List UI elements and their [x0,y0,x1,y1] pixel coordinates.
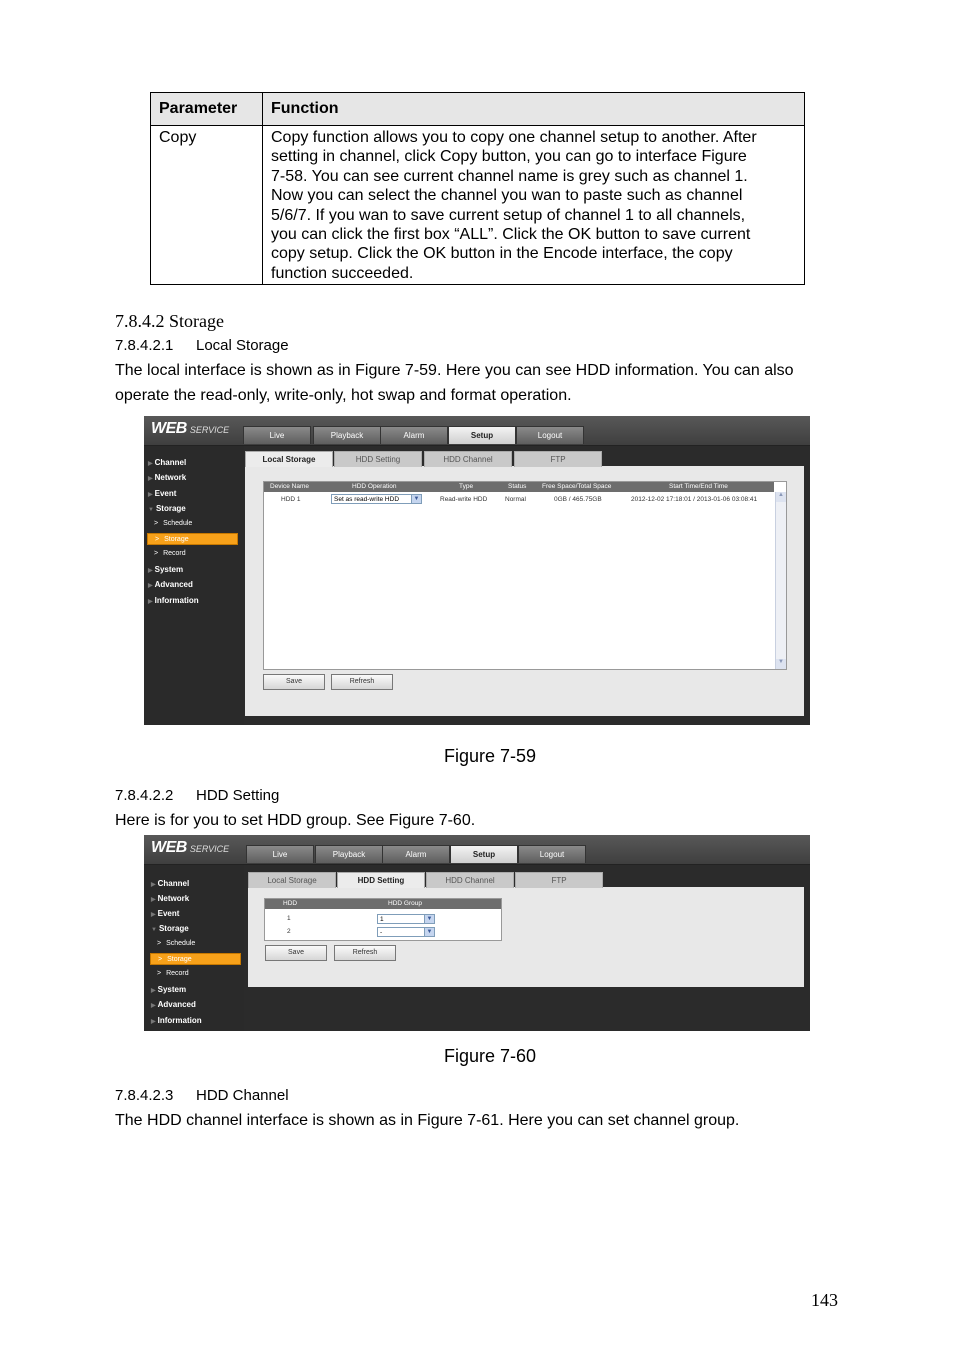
select-value: - [380,929,383,936]
sidebar-item-storage[interactable] [151,924,189,933]
triangle-icon: ▶ [148,568,153,574]
tab-setup[interactable]: Setup [448,426,516,444]
figure-caption-7-60: Figure 7-60 [444,1046,537,1066]
select-value: 1 [380,916,384,923]
sidebar-label: Network [154,473,187,482]
col-device-name: Device Name [270,483,310,490]
sidebar-label: Advanced [154,580,193,589]
top-bar [144,416,810,446]
col-hdd: HDD [283,900,298,907]
tab-logout[interactable]: Logout [516,426,584,444]
col-time: Start Time/End Time [669,483,728,490]
tab-live[interactable]: Live [246,845,314,863]
cell-time: 2012-12-02 17:18:01 / 2013-01-06 03:08:41 [631,496,758,503]
chevron-down-icon: ▼ [411,495,421,503]
sidebar [144,865,244,1031]
triangle-icon: ▶ [148,599,153,605]
figure-hdd-setting-screenshot [144,835,810,1031]
tab-hdd-channel[interactable]: HDD Channel [426,872,514,888]
triangle-icon: ▶ [148,476,153,482]
sidebar-item-system[interactable] [148,565,183,574]
chevron-down-icon: ▼ [424,928,434,936]
sidebar-label: Information [157,1016,202,1025]
chevron-right-icon: > [155,536,160,543]
hdd-channel-paragraph: The HDD channel interface is shown as in Figure 7-61. Here you can set channel group. [115,1112,740,1129]
triangle-icon: ▶ [151,1003,156,1009]
figure-local-storage-screenshot [144,416,810,725]
hdd-group-select[interactable] [377,927,435,937]
tab-alarm[interactable]: Alarm [382,845,450,863]
triangle-icon: ▶ [151,882,156,888]
desc-line: setting in channel, click Copy button, you can go to interface Figure [271,148,747,166]
content-panel [248,887,804,987]
chevron-right-icon: > [157,970,162,977]
sidebar-item-information[interactable] [148,596,199,605]
header-function: Function [263,93,805,126]
tab-playback[interactable]: Playback [315,845,383,863]
triangle-icon: ▶ [151,988,156,994]
chevron-right-icon: > [157,940,162,947]
hdd-list [263,481,787,670]
sidebar-item-storage-selected[interactable] [147,533,238,545]
tab-logout[interactable]: Logout [518,845,586,863]
sidebar-item-advanced[interactable] [148,580,193,589]
tab-local-storage[interactable]: Local Storage [248,872,336,888]
subsection-title: HDD Setting [196,787,280,804]
tab-local-storage[interactable]: Local Storage [245,451,333,467]
sidebar-item-advanced[interactable] [151,1000,196,1009]
sidebar-item-record[interactable] [154,550,186,557]
sidebar-label: Network [157,894,190,903]
triangle-down-icon: ▼ [151,927,157,933]
tab-hdd-channel[interactable]: HDD Channel [424,451,512,467]
chevron-right-icon: > [158,956,163,963]
figure-caption-7-59: Figure 7-59 [444,746,537,766]
sidebar-label: Record [163,550,186,557]
table-row [265,914,501,925]
sidebar-label: System [154,565,184,574]
hdd-setting-paragraph: Here is for you to set HDD group. See Figure 7-60. [115,812,476,829]
sidebar [144,446,244,725]
subsection-heading-local-storage [115,337,289,354]
desc-line: 7-58. You can see current channel name is grey such as channel 1. [271,167,748,185]
sidebar-item-record[interactable] [157,970,189,977]
scrollbar[interactable] [775,492,786,669]
tab-live[interactable]: Live [243,426,311,444]
scroll-up-icon[interactable]: ▲ [776,492,786,502]
sidebar-item-system[interactable] [151,985,186,994]
tab-alarm[interactable]: Alarm [380,426,448,444]
table-row [264,495,774,505]
table-header-row [151,93,805,126]
sidebar-label: Schedule [163,520,193,527]
sidebar-label: Storage [155,504,186,513]
sidebar-label: Advanced [157,1000,196,1009]
logo-sub: SERVICE [189,425,230,435]
sidebar-item-storage[interactable] [148,504,186,513]
col-type: Type [459,483,474,490]
desc-line: 5/6/7. If you wan to save current setup of channel 1 to all channels, [271,206,746,224]
sidebar-item-channel[interactable] [148,458,186,467]
sidebar-label: Information [154,596,199,605]
subsection-heading-hdd-setting [115,787,279,804]
cell-device: HDD 1 [281,496,301,503]
tab-playback[interactable]: Playback [313,426,381,444]
desc-line: copy setup. Click the OK button in the Encode interface, the copy [271,245,733,263]
tab-ftp[interactable]: FTP [515,872,603,888]
sidebar-label: Channel [154,458,187,467]
col-space: Free Space/Total Space [542,483,612,490]
sidebar-label: Event [157,909,180,918]
subsection-number: 7.8.4.2.1 [115,337,174,354]
logo-main: WEB [151,839,187,856]
triangle-icon: ▶ [148,583,153,589]
content-panel [245,466,804,716]
sidebar-item-event[interactable] [151,909,179,918]
header-parameter: Parameter [151,93,263,126]
paragraph-line: operate the read-only, write-only, hot swap and format operation. [115,387,572,404]
triangle-down-icon: ▼ [148,507,154,513]
desc-line: Now you can select the channel you wan to paste such as channel [271,187,743,205]
web-service-logo [151,420,229,438]
triangle-icon: ▶ [151,897,156,903]
cell-hdd: 1 [287,915,291,922]
scroll-down-icon[interactable]: ▼ [776,659,786,669]
cell-status: Normal [505,496,526,503]
subsection-number: 7.8.4.2.2 [115,787,174,804]
sidebar-label: Channel [157,879,190,888]
sidebar-label: Schedule [166,940,196,947]
subsection-heading-hdd-channel [115,1087,289,1104]
param-name: Copy [151,126,263,285]
tab-hdd-setting[interactable]: HDD Setting [337,872,425,888]
subsection-title: HDD Channel [196,1087,289,1104]
sidebar-item-network[interactable] [151,894,189,903]
triangle-icon: ▶ [148,492,153,498]
hdd-list-header [264,482,774,492]
refresh-button[interactable]: Refresh [331,674,393,690]
col-status: Status [508,483,527,490]
logo-sub: SERVICE [189,844,230,854]
subsection-title: Local Storage [196,337,289,354]
section-heading: 7.8.4.2 Storage [115,311,224,331]
hdd-group-header [265,899,501,909]
cell-type: Read-write HDD [440,496,488,503]
sidebar-item-network[interactable] [148,473,186,482]
param-description [263,126,805,285]
sidebar-item-event[interactable] [148,489,176,498]
tab-hdd-setting[interactable]: HDD Setting [334,451,422,467]
save-button[interactable]: Save [263,674,325,690]
sidebar-label: Storage [167,956,192,963]
triangle-icon: ▶ [151,1019,156,1025]
table-row [265,927,501,938]
hdd-operation-select[interactable] [331,494,422,504]
web-service-logo [151,839,229,857]
tab-setup[interactable]: Setup [450,845,518,863]
select-value: Set as read-write HDD [334,496,400,503]
desc-line: you can click the first box “ALL”. Click the OK button to save current [271,226,751,244]
triangle-icon: ▶ [151,912,156,918]
logo-main: WEB [151,420,187,437]
table-row [151,126,805,285]
tab-ftp[interactable]: FTP [514,451,602,467]
page-number: 143 [811,1290,838,1310]
refresh-button[interactable]: Refresh [334,945,396,961]
sidebar-label: Record [166,970,189,977]
save-button[interactable]: Save [265,945,327,961]
sidebar-label: System [157,985,187,994]
chevron-down-icon: ▼ [424,915,434,923]
col-hdd-group: HDD Group [388,900,422,907]
desc-line: function succeeded. [271,264,414,282]
triangle-icon: ▶ [148,461,153,467]
chevron-right-icon: > [154,550,159,557]
hdd-group-select[interactable] [377,914,435,924]
sidebar-item-schedule[interactable] [154,520,192,527]
sidebar-label: Storage [158,924,189,933]
sidebar-item-channel[interactable] [151,879,189,888]
paragraph-line: The local interface is shown as in Figure 7-59. Here you can see HDD information. You can also [115,362,794,379]
chevron-right-icon: > [154,520,159,527]
sidebar-label: Storage [164,536,189,543]
sidebar-item-schedule[interactable] [157,940,195,947]
hdd-group-table [264,898,502,941]
col-hdd-operation: HDD Operation [352,483,397,490]
sidebar-item-storage-selected[interactable] [150,953,241,965]
top-bar [144,835,810,865]
cell-space: 0GB / 465.75GB [554,496,602,503]
local-storage-paragraph [115,358,845,408]
desc-line: Copy function allows you to copy one channel setup to another. After [271,129,757,146]
cell-hdd: 2 [287,928,291,935]
subsection-number: 7.8.4.2.3 [115,1087,174,1104]
parameter-table [150,92,805,285]
sidebar-label: Event [154,489,177,498]
sidebar-item-information[interactable] [151,1016,202,1025]
